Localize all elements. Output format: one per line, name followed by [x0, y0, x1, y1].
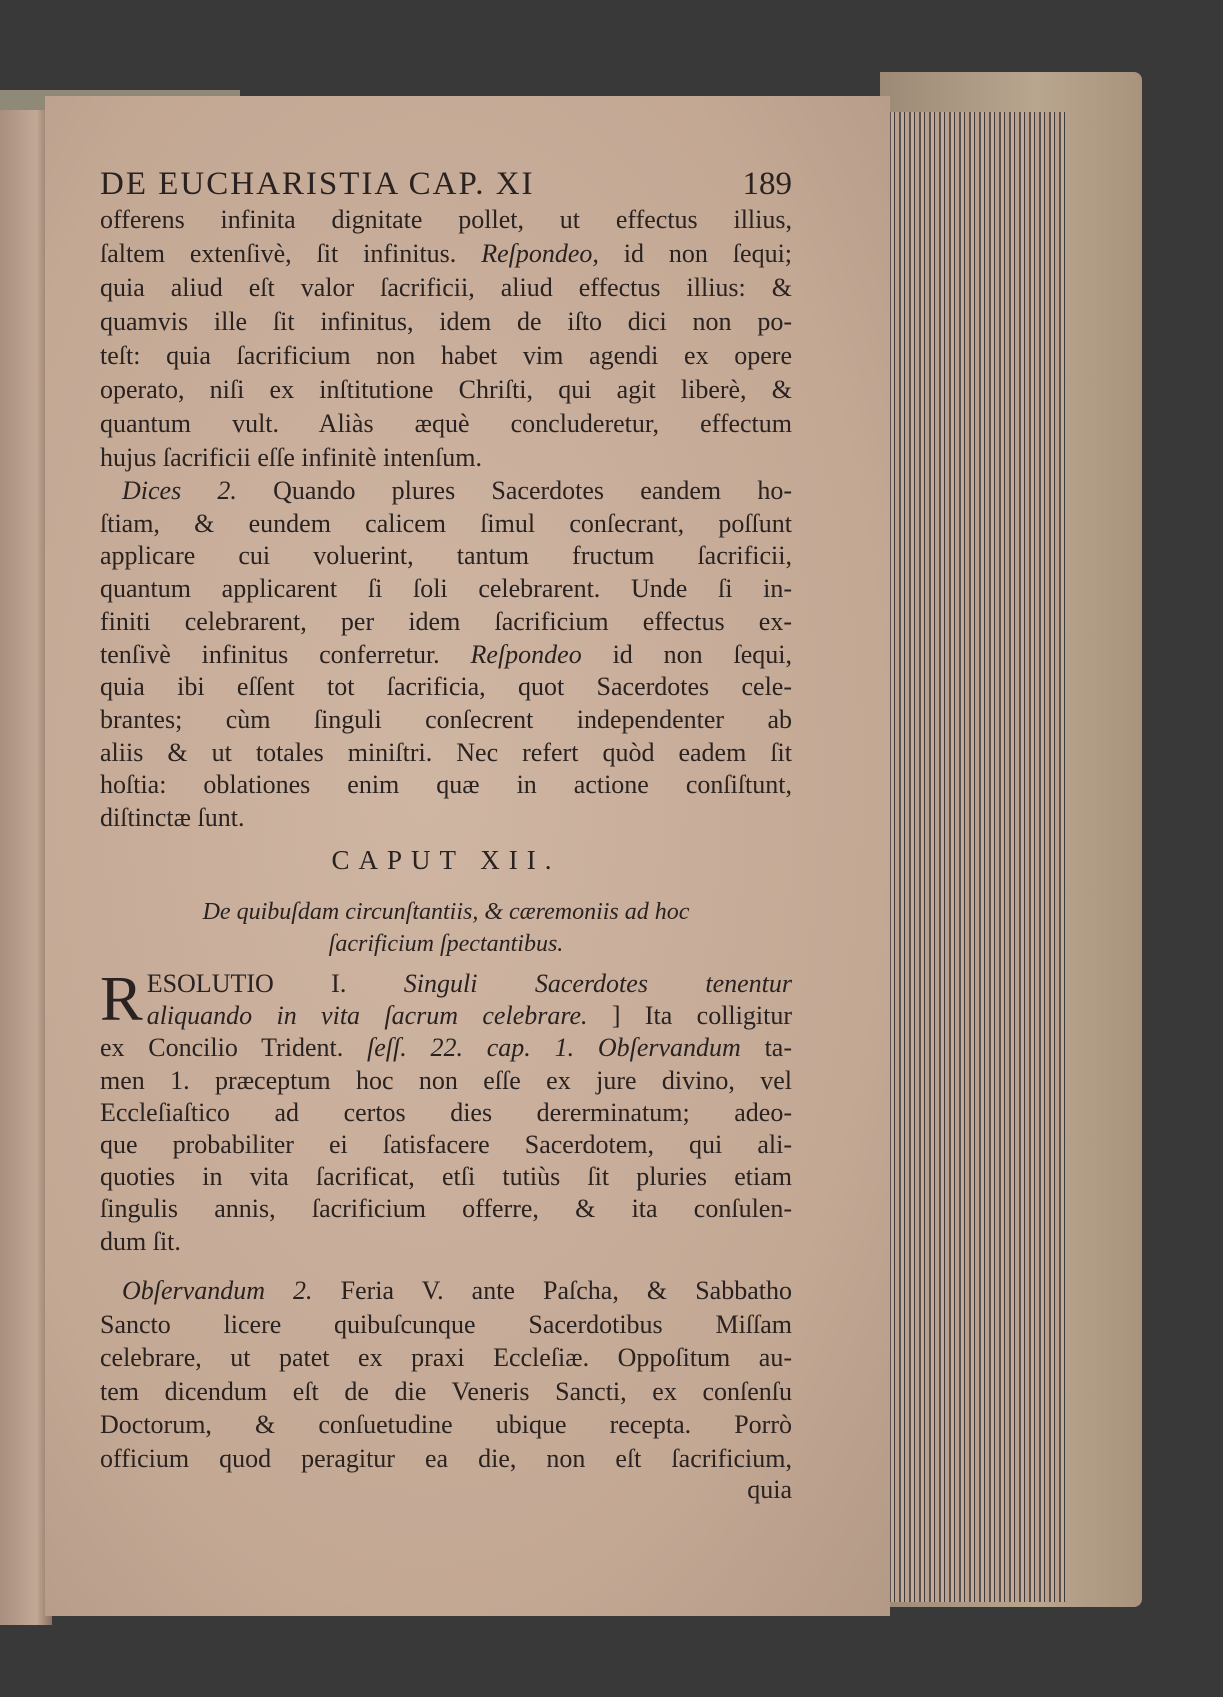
running-title: DE EUCHARISTIA CAP. XI — [100, 166, 535, 202]
text-line — [100, 1097, 792, 1129]
text-segment: ta- — [740, 1033, 792, 1063]
text-segment: id non ſequi, — [581, 639, 792, 669]
text-segment: Doctorum, & conſuetudine ubique recepta. Porrò — [100, 1410, 792, 1440]
italic-text: Reſpondeo, — [481, 239, 599, 268]
text-line — [100, 671, 792, 704]
text-line — [100, 271, 792, 305]
text-segment: applicare cui voluerint, tantum fructum ſacrificii, — [100, 541, 792, 571]
text-line — [100, 1408, 792, 1442]
text-line — [100, 1341, 792, 1375]
text-line — [100, 1129, 792, 1161]
paragraph-dices — [100, 475, 792, 835]
paragraph-1 — [100, 203, 792, 475]
italic-text: Reſpondeo — [470, 639, 582, 669]
drop-cap: R — [100, 963, 143, 1034]
chapter-subtitle-line: De quibuſdam circunſtantiis, & cæremoniis ad hoc — [202, 899, 690, 925]
text-segment: finiti celebrarent, per idem ſacrificium effectus ex- — [100, 606, 792, 636]
text-line — [100, 1161, 792, 1193]
italic-text: Singuli Sacerdotes tenentur — [403, 969, 792, 998]
italic-text: ſeſſ. 22. cap. 1. Obſervandum — [367, 1033, 741, 1063]
text-line — [100, 606, 792, 639]
text-segment: officium quod peragitur ea die, non eſt ſacrificium, — [100, 1443, 792, 1473]
text-segment: Quando plures Sacerdotes eandem ho- — [236, 476, 792, 505]
text-segment: offerens infinita dignitate pollet, ut effectus illius, — [100, 205, 792, 234]
chapter-subtitle-line: ſacrificium ſpectantibus. — [328, 931, 564, 957]
text-segment: tem dicendum eſt de die Veneris Sancti, ex conſenſu — [100, 1376, 792, 1406]
text-line — [100, 1308, 792, 1342]
text-segment: ESOLUTIO I. — [146, 969, 404, 998]
text-segment: Sancto licere quibuſcunque Sacerdotibus Miſſam — [100, 1309, 792, 1339]
running-header — [100, 166, 792, 203]
text-segment: ſingulis annis, ſacrificium offerre, & ita conſulen- — [100, 1194, 792, 1224]
text-line — [100, 1032, 792, 1064]
paragraph-observandum — [100, 1274, 792, 1476]
text-segment: tenſivè infinitus conferretur. — [100, 639, 471, 669]
text-line — [100, 305, 792, 339]
text-segment: operato, niſi ex inſtitutione Chriſti, qui agit liberè, & — [100, 375, 792, 404]
chapter-heading: CAPUT XII. — [331, 845, 561, 875]
text-segment: brantes; cùm ſinguli conſecrent independenter ab — [100, 704, 792, 734]
text-line — [100, 1193, 792, 1225]
text-segment: ſaltem extenſivè, ſit infinitus. — [100, 239, 482, 268]
text-segment: men 1. præceptum hoc non eſſe ex jure divino, vel — [100, 1065, 792, 1095]
paragraph-resolutio — [100, 963, 792, 1258]
text-line — [100, 203, 792, 237]
italic-text: Obſervandum 2. — [122, 1276, 313, 1305]
text-line — [100, 1000, 792, 1032]
text-line — [100, 1065, 792, 1097]
text-segment: teſt: quia ſacrificium non habet vim agendi ex opere — [100, 341, 792, 370]
text-segment: que probabiliter ei ſatisfacere Sacerdotem, qui ali- — [100, 1130, 792, 1160]
text-segment: quantum vult. Aliàs æquè concluderetur, effectum — [100, 409, 792, 438]
text-line — [100, 373, 792, 407]
text-line — [100, 1274, 792, 1308]
text-segment: diſtinctæ ſunt. — [100, 803, 245, 833]
text-line — [100, 802, 792, 835]
text-segment: quamvis ille ſit infinitus, idem de iſto dici non po- — [100, 307, 792, 336]
text-line — [100, 737, 792, 770]
text-segment: quia ibi eſſent tot ſacrificia, quot Sacerdotes cele- — [100, 672, 792, 702]
text-line — [100, 237, 792, 271]
text-line — [100, 1442, 792, 1476]
text-segment: dum ſit. — [100, 1226, 181, 1256]
text-line — [100, 441, 792, 475]
page-fore-edges — [885, 112, 1065, 1602]
text-line — [100, 769, 792, 802]
text-segment: Eccleſiaſtico ad certos dies dererminatum; adeo- — [100, 1097, 792, 1127]
text-segment: hujus ſacrificii eſſe infinitè intenſum. — [100, 443, 482, 472]
text-line — [100, 1226, 792, 1258]
text-line — [100, 475, 792, 508]
text-line — [100, 1375, 792, 1409]
text-segment: celebrare, ut patet ex praxi Eccleſiæ. Oppoſitum au- — [100, 1343, 792, 1373]
text-segment: ] Ita colligitur — [587, 1001, 792, 1031]
text-line — [100, 573, 792, 606]
text-line — [100, 968, 792, 1000]
text-line — [100, 407, 792, 441]
italic-text: aliquando in vita ſacrum celebrare. — [146, 1001, 588, 1031]
text-segment: id non ſequi; — [598, 239, 793, 268]
chapter-subtitle — [100, 896, 792, 960]
text-segment: quoties in vita ſacrificat, etſi tutiùs ſit pluries etiam — [100, 1162, 792, 1192]
catchword: quia — [747, 1475, 792, 1504]
text-segment: hoſtia: oblationes enim quæ in actione conſiſtunt, — [100, 770, 792, 800]
text-segment: Feria V. ante Paſcha, & Sabbatho — [312, 1276, 792, 1305]
text-segment: aliis & ut totales miniſtri. Nec refert quòd eadem ſit — [100, 737, 792, 767]
text-line — [100, 339, 792, 373]
text-segment: ſtiam, & eundem calicem ſimul conſecrant, poſſunt — [100, 508, 792, 538]
text-line — [100, 704, 792, 737]
text-line — [100, 540, 792, 573]
text-line — [100, 508, 792, 541]
page-number: 189 — [742, 166, 792, 202]
text-segment: ex Concilio Trident. — [100, 1033, 368, 1063]
text-segment: quantum applicarent ſi ſoli celebrarent. Unde ſi in- — [100, 574, 792, 604]
italic-text: Dices 2. — [122, 476, 237, 505]
text-segment: quia aliud eſt valor ſacrificii, aliud effectus illius: & — [100, 273, 792, 302]
text-line — [100, 639, 792, 672]
